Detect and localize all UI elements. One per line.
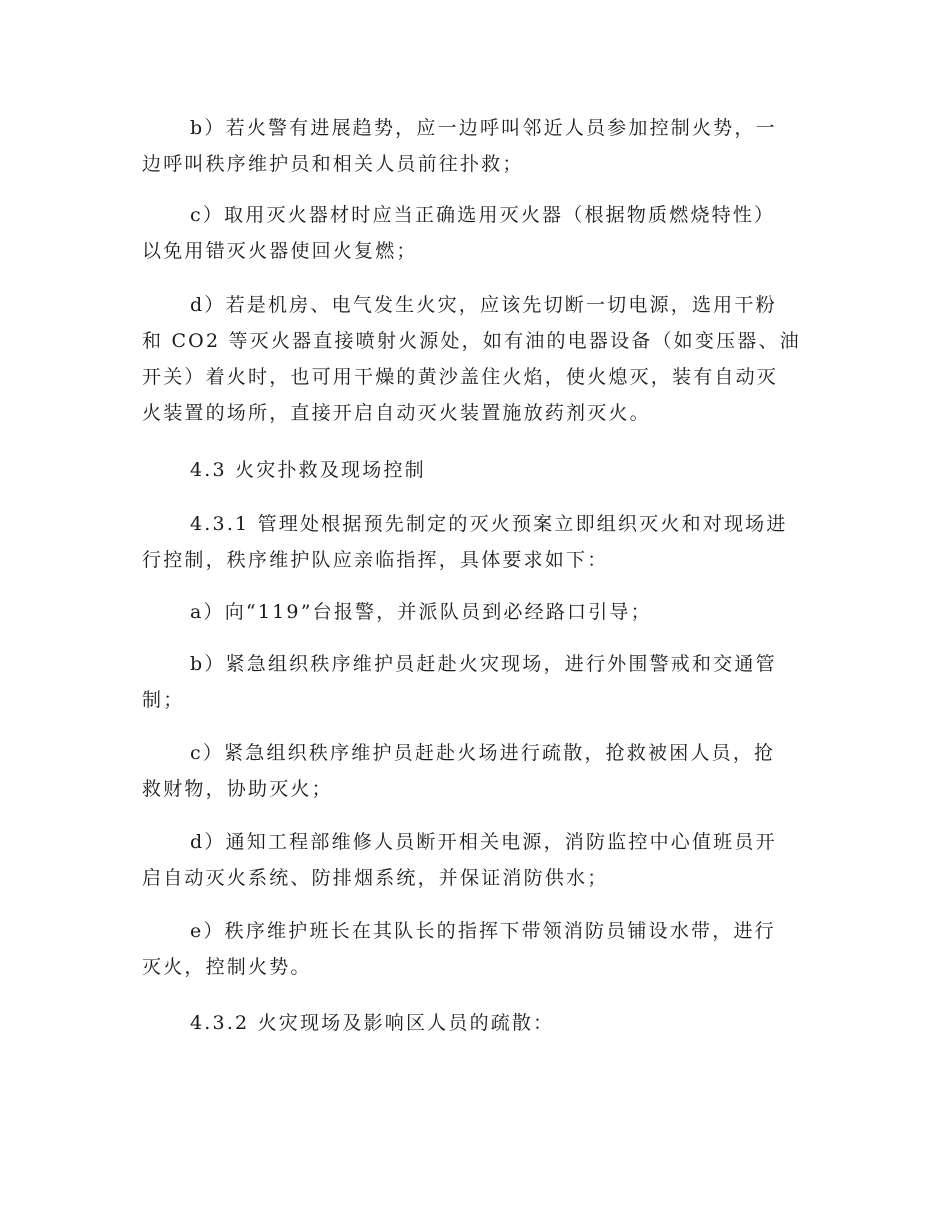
section-heading-4-3 [142, 452, 802, 488]
paragraph-line: 以免用错灭火器使回火复燃； [142, 240, 418, 262]
paragraph-d-power-cutoff [142, 824, 802, 896]
paragraph-line: d）若是机房、电气发生火灾，应该先切断一切电源，选用干粉 [190, 294, 777, 316]
paragraph-line: a）向“119”台报警，并派队员到必经路口引导； [190, 601, 652, 623]
paragraph-a-report-119 [142, 594, 802, 630]
paragraph-d-electrical-fire [142, 287, 802, 431]
paragraph-line: 火装置的场所，直接开启自动灭火装置施放药剂灭火。 [142, 402, 651, 424]
paragraph-line: d）通知工程部维修人员断开相关电源，消防监控中心值班员开 [190, 831, 777, 853]
paragraph-line: 和 CO2 等灭火器直接喷射火源处，如有油的电器设备（如变压器、油 [142, 330, 801, 352]
paragraph-line: e）秩序维护班长在其队长的指挥下带领消防员铺设水带，进行 [190, 920, 776, 942]
paragraph-line: 行控制，秩序维护队应亲临指挥，具体要求如下： [142, 549, 609, 571]
paragraph-c-extinguisher-selection [142, 197, 802, 269]
paragraph-4-3-1 [142, 506, 802, 578]
paragraph-line: b）紧急组织秩序维护员赶赴火灾现场，进行外围警戒和交通管 [190, 653, 777, 675]
paragraph-line: c）取用灭火器材时应当正确选用灭火器（根据物质燃烧特性） [190, 204, 776, 226]
paragraph-e-hose-laying [142, 913, 802, 985]
section-heading-text: 4.3.2 火灾现场及影响区人员的疏散： [190, 1012, 555, 1034]
paragraph-line: 启自动灭火系统、防排烟系统，并保证消防供水； [142, 867, 609, 889]
section-heading-text: 4.3 火灾扑救及现场控制 [190, 459, 426, 481]
paragraph-line: 制； [142, 689, 185, 711]
paragraph-line: 灭火，控制火势。 [142, 956, 312, 978]
paragraph-line: 4.3.1 管理处根据预先制定的灭火预案立即组织灭火和对现场进 [190, 513, 788, 535]
paragraph-line: 边呼叫秩序维护员和相关人员前往扑救； [142, 153, 524, 175]
paragraph-line: b）若火警有进展趋势，应一边呼叫邻近人员参加控制火势，一 [190, 117, 777, 139]
paragraph-c-evacuation [142, 735, 802, 807]
paragraph-b-fire-spreading [142, 110, 802, 182]
paragraph-line: 救财物，协助灭火； [142, 778, 333, 800]
section-heading-4-3-2 [142, 1005, 802, 1041]
paragraph-line: c）紧急组织秩序维护员赶赴火场进行疏散，抢救被困人员，抢 [190, 742, 776, 764]
paragraph-b-perimeter-control [142, 646, 802, 718]
paragraph-line: 开关）着火时，也可用干燥的黄沙盖住火焰，使火熄灭，装有自动灭 [142, 366, 779, 388]
